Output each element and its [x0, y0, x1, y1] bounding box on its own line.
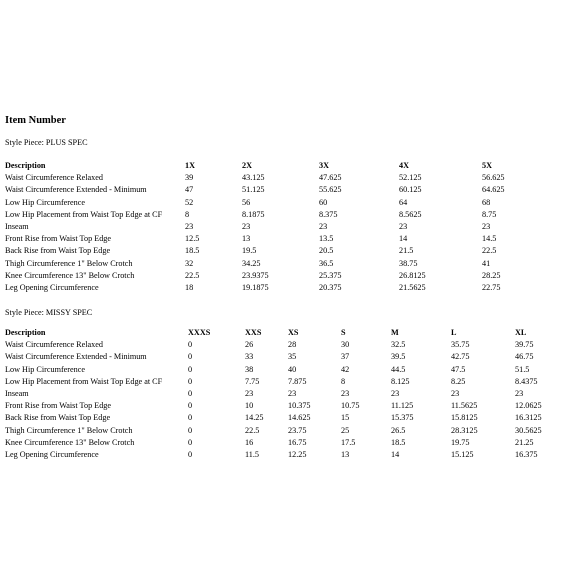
size-header-2x: 2X — [242, 161, 253, 170]
measurement-value: 17.5 — [341, 437, 356, 447]
measurement-description: Waist Circumference Extended - Minimum — [5, 185, 147, 195]
measurement-value: 39 — [185, 173, 194, 183]
measurement-value: 23 — [482, 222, 491, 232]
measurement-value: 23 — [391, 389, 400, 399]
spec-row — [5, 412, 560, 424]
measurement-value: 16.375 — [515, 450, 538, 460]
measurement-value: 56 — [242, 197, 251, 207]
measurement-value: 15.125 — [451, 450, 474, 460]
measurement-value: 23 — [515, 389, 524, 399]
measurement-value: 26.5 — [391, 425, 406, 435]
measurement-description: Knee Circumference 13" Below Crotch — [5, 270, 135, 280]
measurement-value: 33 — [245, 352, 254, 362]
measurement-value: 18.5 — [185, 246, 200, 256]
spec-row — [5, 364, 560, 376]
measurement-value: 36.5 — [319, 258, 334, 268]
measurement-value: 23 — [319, 222, 328, 232]
measurement-value: 10 — [245, 401, 254, 411]
measurement-value: 18 — [185, 283, 194, 293]
measurement-value: 30 — [341, 340, 350, 350]
measurement-value: 47.5 — [451, 364, 466, 374]
measurement-value: 51.125 — [242, 185, 265, 195]
measurement-description: Waist Circumference Extended - Minimum — [5, 352, 147, 362]
measurement-value: 26 — [245, 340, 254, 350]
measurement-value: 32.5 — [391, 340, 406, 350]
measurement-value: 37 — [341, 352, 350, 362]
measurement-value: 12.0625 — [515, 401, 542, 411]
spec-row — [5, 376, 560, 388]
size-header-5x: 5X — [482, 161, 493, 170]
measurement-description: Low Hip Circumference — [5, 197, 86, 207]
measurement-value: 12.25 — [288, 450, 307, 460]
size-header-s: S — [341, 328, 346, 337]
measurement-value: 0 — [188, 340, 193, 350]
measurement-value: 23 — [399, 222, 408, 232]
missy-spec-label: Style Piece: MISSY SPEC — [5, 308, 93, 317]
measurement-description: Low Hip Placement from Waist Top Edge at CF — [5, 209, 163, 219]
measurement-value: 13.5 — [319, 234, 334, 244]
measurement-value: 10.75 — [341, 401, 360, 411]
measurement-description: Waist Circumference Relaxed — [5, 340, 104, 350]
measurement-value: 0 — [188, 437, 193, 447]
spec-row — [5, 245, 560, 257]
measurement-value: 0 — [188, 352, 193, 362]
measurement-value: 8.4375 — [515, 376, 538, 386]
measurement-value: 64 — [399, 197, 408, 207]
measurement-value: 39.5 — [391, 352, 406, 362]
measurement-value: 8 — [185, 209, 190, 219]
measurement-value: 40 — [288, 364, 297, 374]
measurement-description: Low Hip Circumference — [5, 364, 86, 374]
measurement-value: 26.8125 — [399, 270, 426, 280]
measurement-description: Back Rise from Waist Top Edge — [5, 246, 111, 256]
measurement-value: 23 — [185, 222, 194, 232]
measurement-value: 14.625 — [288, 413, 311, 423]
measurement-value: 52.125 — [399, 173, 422, 183]
measurement-value: 22.5 — [245, 425, 260, 435]
measurement-description: Back Rise from Waist Top Edge — [5, 413, 111, 423]
measurement-value: 16.3125 — [515, 413, 542, 423]
measurement-value: 30.5625 — [515, 425, 542, 435]
spec-row — [5, 388, 560, 400]
size-header-m: M — [391, 328, 399, 337]
size-header-l: L — [451, 328, 457, 337]
measurement-value: 18.5 — [391, 437, 406, 447]
spec-row — [5, 339, 560, 351]
measurement-value: 0 — [188, 413, 193, 423]
measurement-description: Waist Circumference Relaxed — [5, 173, 104, 183]
measurement-value: 8.125 — [391, 376, 410, 386]
spec-row — [5, 437, 560, 449]
description-header: Description — [5, 161, 46, 170]
measurement-description: Leg Opening Circumference — [5, 450, 99, 460]
measurement-description: Thigh Circumference 1" Below Crotch — [5, 258, 133, 268]
plus-spec-table — [5, 160, 560, 294]
measurement-value: 23 — [288, 389, 297, 399]
measurement-value: 42.75 — [451, 352, 470, 362]
measurement-value: 20.5 — [319, 246, 334, 256]
measurement-value: 14.25 — [245, 413, 264, 423]
measurement-value: 51.5 — [515, 364, 530, 374]
spec-row — [5, 172, 560, 184]
measurement-value: 43.125 — [242, 173, 265, 183]
spec-row — [5, 258, 560, 270]
measurement-value: 23 — [242, 222, 251, 232]
measurement-description: Thigh Circumference 1" Below Crotch — [5, 425, 133, 435]
measurement-value: 8.1875 — [242, 209, 265, 219]
measurement-value: 52 — [185, 197, 194, 207]
measurement-description: Inseam — [5, 222, 29, 232]
measurement-value: 28.25 — [482, 270, 501, 280]
measurement-description: Front Rise from Waist Top Edge — [5, 234, 112, 244]
measurement-value: 21.5 — [399, 246, 414, 256]
measurement-value: 23 — [341, 389, 350, 399]
measurement-value: 8.25 — [451, 376, 466, 386]
measurement-value: 41 — [482, 258, 491, 268]
measurement-value: 35 — [288, 352, 297, 362]
size-header-xl: XL — [515, 328, 527, 337]
spec-row — [5, 282, 560, 294]
measurement-value: 34.25 — [242, 258, 261, 268]
measurement-value: 22.5 — [482, 246, 497, 256]
measurement-description: Front Rise from Waist Top Edge — [5, 401, 112, 411]
measurement-description: Knee Circumference 13" Below Crotch — [5, 437, 135, 447]
measurement-value: 8.375 — [319, 209, 338, 219]
measurement-value: 0 — [188, 364, 193, 374]
measurement-value: 19.75 — [451, 437, 470, 447]
measurement-value: 39.75 — [515, 340, 534, 350]
measurement-value: 23 — [245, 389, 254, 399]
size-header-xs: XS — [288, 328, 299, 337]
measurement-value: 64.625 — [482, 185, 505, 195]
measurement-value: 35.75 — [451, 340, 470, 350]
measurement-value: 47.625 — [319, 173, 342, 183]
measurement-value: 8 — [341, 376, 346, 386]
measurement-value: 32 — [185, 258, 194, 268]
measurement-value: 11.5 — [245, 450, 260, 460]
measurement-value: 23 — [451, 389, 460, 399]
spec-row — [5, 425, 560, 437]
measurement-value: 7.875 — [288, 376, 307, 386]
measurement-value: 28.3125 — [451, 425, 478, 435]
measurement-value: 23.9375 — [242, 270, 269, 280]
measurement-value: 22.5 — [185, 270, 200, 280]
plus-header-row — [5, 160, 560, 172]
measurement-value: 21.25 — [515, 437, 534, 447]
spec-row — [5, 209, 560, 221]
missy-spec-table — [5, 327, 560, 461]
measurement-value: 25.375 — [319, 270, 342, 280]
measurement-value: 15.375 — [391, 413, 414, 423]
measurement-value: 15.8125 — [451, 413, 478, 423]
spec-row — [5, 184, 560, 196]
measurement-value: 19.1875 — [242, 283, 269, 293]
measurement-value: 21.5625 — [399, 283, 426, 293]
measurement-value: 38.75 — [399, 258, 418, 268]
measurement-value: 10.375 — [288, 401, 311, 411]
measurement-description: Inseam — [5, 389, 29, 399]
measurement-value: 60 — [319, 197, 328, 207]
measurement-value: 16 — [245, 437, 254, 447]
measurement-value: 7.75 — [245, 376, 260, 386]
measurement-value: 55.625 — [319, 185, 342, 195]
spec-row — [5, 449, 560, 461]
measurement-value: 0 — [188, 389, 193, 399]
measurement-value: 42 — [341, 364, 350, 374]
measurement-value: 38 — [245, 364, 254, 374]
measurement-value: 12.5 — [185, 234, 200, 244]
measurement-description: Low Hip Placement from Waist Top Edge at CF — [5, 376, 163, 386]
spec-row — [5, 351, 560, 363]
plus-spec-label: Style Piece: PLUS SPEC — [5, 138, 88, 147]
measurement-value: 13 — [242, 234, 251, 244]
measurement-value: 47 — [185, 185, 194, 195]
measurement-value: 14 — [399, 234, 408, 244]
measurement-value: 68 — [482, 197, 491, 207]
measurement-value: 22.75 — [482, 283, 501, 293]
measurement-value: 16.75 — [288, 437, 307, 447]
measurement-description: Leg Opening Circumference — [5, 283, 99, 293]
spec-row — [5, 221, 560, 233]
spec-row — [5, 400, 560, 412]
measurement-value: 14 — [391, 450, 400, 460]
description-header: Description — [5, 328, 46, 337]
measurement-value: 0 — [188, 450, 193, 460]
size-header-4x: 4X — [399, 161, 410, 170]
measurement-value: 0 — [188, 425, 193, 435]
size-header-xxxs: XXXS — [188, 328, 211, 337]
spec-row — [5, 270, 560, 282]
measurement-value: 11.125 — [391, 401, 414, 411]
measurement-value: 56.625 — [482, 173, 505, 183]
measurement-value: 25 — [341, 425, 350, 435]
measurement-value: 44.5 — [391, 364, 406, 374]
measurement-value: 46.75 — [515, 352, 534, 362]
measurement-value: 19.5 — [242, 246, 257, 256]
spec-row — [5, 233, 560, 245]
measurement-value: 20.375 — [319, 283, 342, 293]
measurement-value: 0 — [188, 376, 193, 386]
measurement-value: 11.5625 — [451, 401, 478, 411]
spec-row — [5, 197, 560, 209]
size-header-3x: 3X — [319, 161, 330, 170]
measurement-value: 13 — [341, 450, 350, 460]
measurement-value: 8.5625 — [399, 209, 422, 219]
measurement-value: 15 — [341, 413, 350, 423]
measurement-value: 60.125 — [399, 185, 422, 195]
missy-header-row — [5, 327, 560, 339]
item-number-title: Item Number — [5, 115, 66, 126]
measurement-value: 14.5 — [482, 234, 497, 244]
measurement-value: 8.75 — [482, 209, 497, 219]
measurement-value: 0 — [188, 401, 193, 411]
measurement-value: 28 — [288, 340, 297, 350]
size-header-xxs: XXS — [245, 328, 262, 337]
size-header-1x: 1X — [185, 161, 196, 170]
measurement-value: 23.75 — [288, 425, 307, 435]
